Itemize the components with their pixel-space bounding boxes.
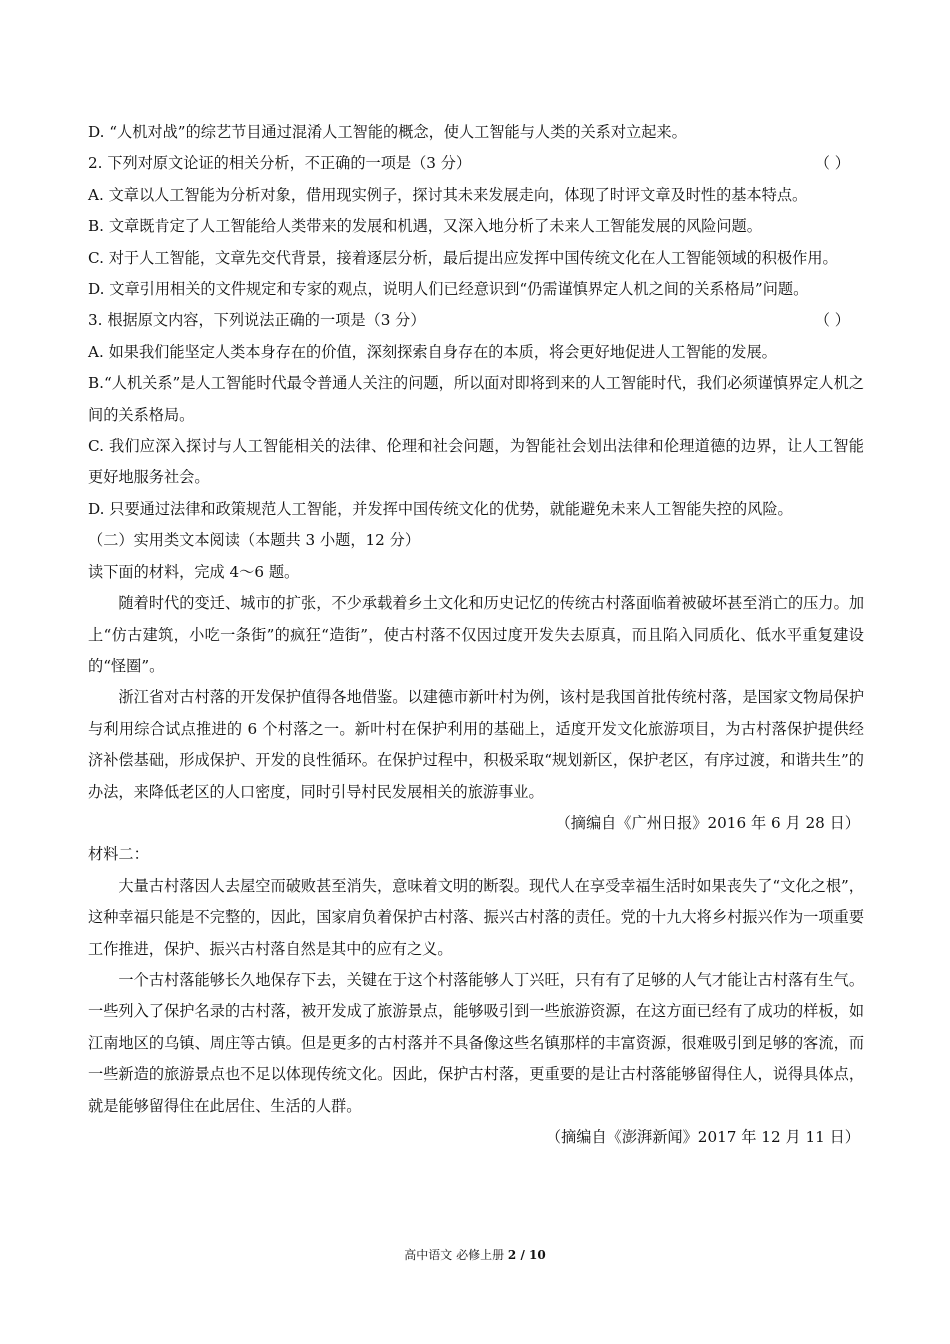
- q2-option-b: B. 文章既肯定了人工智能给人类带来的发展和机遇，又深入地分析了未来人工智能发展的风险问题。: [88, 217, 762, 236]
- exam-page-body: [88, 117, 864, 1153]
- q2-option-d: D. 文章引用相关的文件规定和专家的观点，说明人们已经意识到“仍需谨慎界定人机之间的关系格局”问题。: [88, 280, 809, 299]
- material2-paragraph-1: 大量古村落因人去屋空而破败甚至消失，意味着文明的断裂。现代人在享受幸福生活时如果丧失了“文化之根”，这种幸福只能是不完整的，因此，国家肩负着保护古村落、振兴古村落的责任。党的十九大将乡村振兴作为一项重要工作推进，保护、振兴古村落自然是其中的应有之义。: [88, 876, 864, 958]
- material1-paragraph-2: 浙江省对古村落的开发保护值得各地借鉴。以建德市新叶村为例，该村是我国首批传统村落，是国家文物局保护与利用综合试点推进的 6 个村落之一。新叶村在保护利用的基础上，适度开发文化旅游项目，为古村落保护提供经济补偿基础，形成保护、开发的良性循环。在保护过程中，积极采取“规划新区，保护老区，有序过渡，和谐共生”的办法，来降低老区的人口密度，同时引导村民发展相关的旅游事业。: [88, 688, 864, 801]
- material2-paragraph-2: 一个古村落能够长久地保存下去，关键在于这个村落能够人丁兴旺，只有有了足够的人气才能让古村落有生气。一些列入了保护名录的古村落，被开发成了旅游景点，能够吸引到一些旅游资源，在这方面已经有了成功的样板，如江南地区的乌镇、周庄等古镇。但是更多的古村落并不具备像这些名镇那样的丰富资源，很难吸引到足够的客流，而一些新造的旅游景点也不足以体现传统文化。因此，保护古村落，更重要的是让古村落能够留得住人，说得具体点，就是能够留得住在此居住、生活的人群。: [88, 970, 864, 1115]
- q2-option-a: A. 文章以人工智能为分析对象，借用现实例子，探讨其未来发展走向，体现了时评文章及时性的基本特点。: [88, 185, 808, 204]
- q3-option-c: C. 我们应深入探讨与人工智能相关的法律、伦理和社会问题，为智能社会划出法律和伦理道德的边界，让人工智能更好地服务社会。: [88, 437, 864, 487]
- q3-option-d: D. 只要通过法律和政策规范人工智能，并发挥中国传统文化的优势，就能避免未来人工智能失控的风险。: [88, 499, 793, 518]
- section2-instruction: 读下面的材料，完成 4～6 题。: [88, 562, 300, 581]
- material1-source: （摘编自《广州日报》2016 年 6 月 28 日）: [555, 813, 860, 832]
- q3-stem-row: [88, 305, 864, 336]
- footer-course: 高中语文 必修上册: [404, 1248, 505, 1262]
- material1-paragraph-1: 随着时代的变迁、城市的扩张，不少承载着乡土文化和历史记忆的传统古村落面临着被破坏甚至消亡的压力。加上“仿古建筑，小吃一条街”的疯狂“造街”，使古村落不仅因过度开发失去原真，而且陷入同质化、低水平重复建设的“怪圈”。: [88, 594, 864, 675]
- footer-page-total: 10: [529, 1248, 546, 1262]
- q3-stem: 3. 根据原文内容，下列说法正确的一项是（3 分）: [88, 311, 426, 330]
- material2-label: 材料二：: [88, 845, 149, 864]
- q2-stem: 2. 下列对原文论证的相关分析，不正确的一项是（3 分）: [88, 154, 472, 173]
- q3-option-b: B.“人机关系”是人工智能时代最令普通人关注的问题，所以面对即将到来的人工智能时代，我们必须谨慎界定人机之间的关系格局。: [88, 374, 864, 424]
- footer-page-current: 2: [507, 1248, 517, 1262]
- q2-answer-blank: （ ）: [814, 154, 850, 173]
- section2-heading: （二）实用类文本阅读（本题共 3 小题，12 分）: [88, 531, 421, 550]
- page-footer: [0, 1246, 950, 1264]
- material2-source: （摘编自《澎湃新闻》2017 年 12 月 11 日）: [545, 1128, 860, 1146]
- q2-option-c: C. 对于人工智能，文章先交代背景，接着逐层分析，最后提出应发挥中国传统文化在人工智能领域的积极作用。: [88, 248, 838, 267]
- q2-stem-row: [88, 148, 864, 179]
- q1-option-d: D. “人机对战”的综艺节目通过混淆人工智能的概念，使人工智能与人类的关系对立起来。: [88, 123, 687, 141]
- footer-page-separator: /: [516, 1248, 530, 1262]
- q3-option-a: A. 如果我们能坚定人类本身存在的价值，深刻探索自身存在的本质，将会更好地促进人工智能的发展。: [88, 342, 777, 361]
- q3-answer-blank: （ ）: [814, 311, 850, 330]
